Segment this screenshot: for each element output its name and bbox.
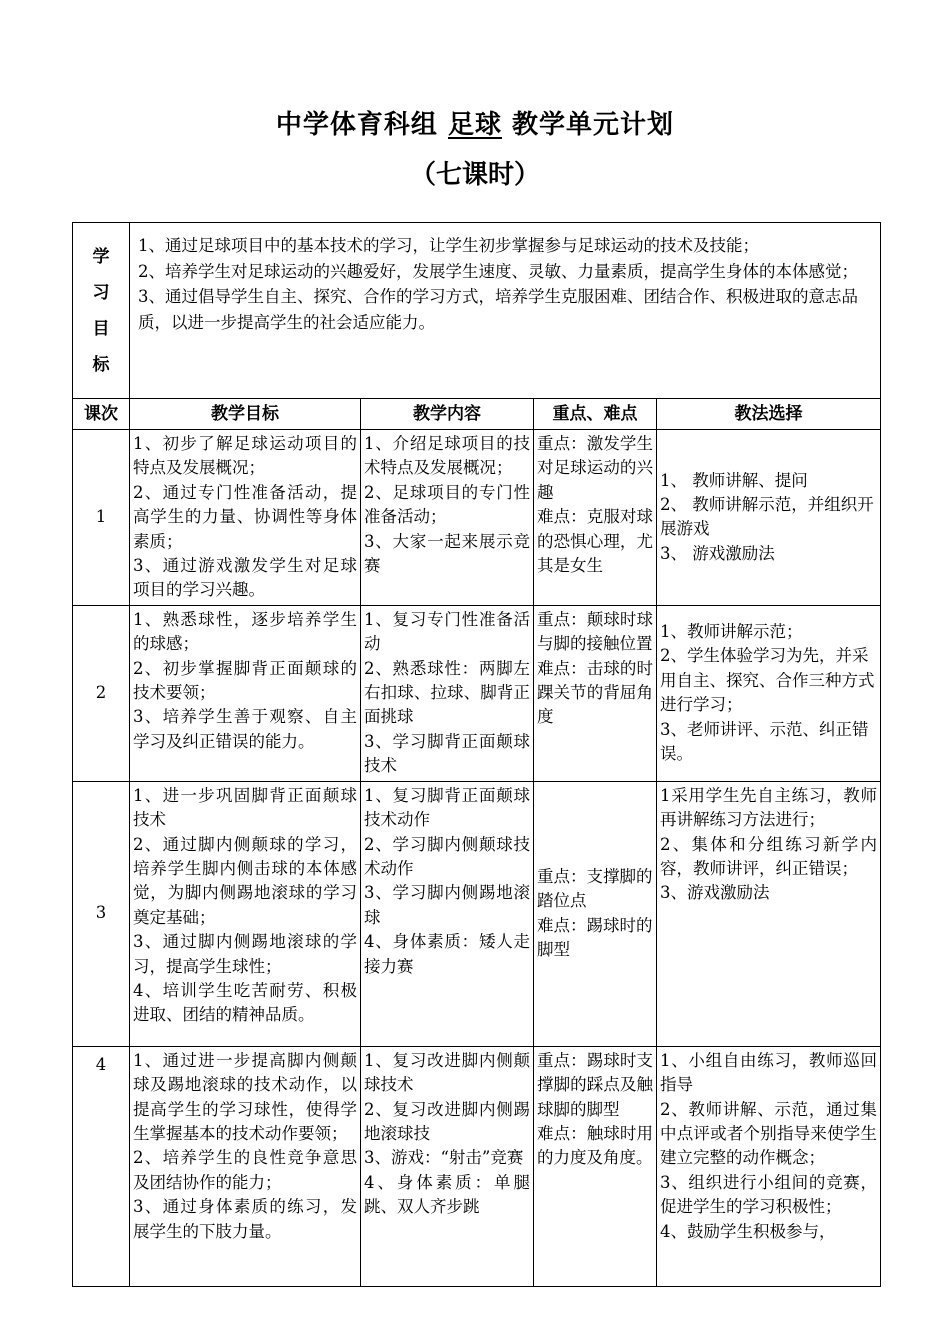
objective-item: 2、培养学生的良性竞争意思及团结协作的能力； [133, 1148, 357, 1192]
content-item: 3、学习脚背正面颠球技术 [364, 731, 530, 776]
header-methods: 教法选择 [657, 399, 881, 430]
keypoint-item: 难点：克服对球的恐惧心理，尤其是女生 [537, 507, 653, 576]
objective-item: 3、通过游戏激发学生对足球项目的学习兴趣。 [133, 556, 357, 600]
goal-item: 3、通过倡导学生自主、探究、合作的学习方式，培养学生克服困难、团结合作、积极进取的意志品质，以进一步提高学生的社会适应能力。 [138, 287, 858, 332]
content-cell [361, 605, 534, 781]
methods-cell [657, 781, 881, 1046]
title-prefix: 中学体育科组 [275, 110, 448, 140]
objective-item: 3、培养学生善于观察、自主学习及纠正错误的能力。 [133, 707, 357, 751]
keypoints-cell [534, 605, 657, 781]
goals-text [130, 223, 881, 399]
goals-label-char: 标 [92, 354, 110, 375]
objectives-cell [130, 605, 361, 781]
methods-cell [657, 605, 881, 781]
keypoint-item: 难点：击球的时踝关节的背屈角度 [537, 658, 653, 727]
document-title [0, 104, 950, 141]
keypoints-cell [534, 1046, 657, 1286]
keypoint-item: 重点：激发学生对足球运动的兴趣 [537, 434, 653, 502]
objective-item: 2、初步掌握脚背正面颠球的技术要领； [133, 658, 357, 703]
document-subtitle: （七课时） [409, 160, 540, 190]
objective-item: 1、初步了解足球运动项目的特点及发展概况； [133, 434, 357, 478]
method-item: 3、老师讲评、示范、纠正错误。 [660, 719, 869, 764]
method-item: 4、鼓励学生积极参与， [660, 1221, 836, 1241]
lesson-number: 2 [73, 605, 130, 781]
lesson-number: 4 [73, 1046, 130, 1286]
objective-item: 4、培训学生吃苦耐劳、积极进取、团结的精神品质。 [133, 980, 357, 1025]
method-item: 2、集体和分组练习新学内容，教师讲评，纠正错误； [660, 834, 877, 878]
goal-item: 2、培养学生对足球运动的兴趣爱好，发展学生速度、灵敏、力量素质，提高学生身体的本体感觉； [138, 261, 858, 281]
objective-item: 2、通过脚内侧颠球的学习，培养学生脚内侧击球的本体感觉，为脚内侧踢地滚球的学习奠定基础； [133, 834, 357, 927]
method-item: 2、 教师讲解示范，并组织开展游戏 [660, 495, 874, 539]
keypoints-cell [534, 430, 657, 606]
content-item: 1、复习专门性准备活动 [364, 609, 530, 654]
title-suffix: 教学单元计划 [502, 110, 675, 140]
lesson-number: 3 [73, 781, 130, 1046]
method-item: 1、 教师讲解、提问 [660, 470, 808, 490]
content-cell [361, 781, 534, 1046]
goals-label-char: 目 [92, 318, 110, 339]
keypoints-cell [534, 781, 657, 1046]
lesson-row [73, 781, 881, 1046]
content-item: 2、足球项目的专门性准备活动； [364, 482, 530, 527]
content-item: 2、复习改进脚内侧踢地滚球技 [364, 1099, 530, 1143]
goals-row [73, 223, 881, 399]
objective-item: 1、熟悉球性，逐步培养学生的球感； [133, 609, 357, 654]
objective-item: 1、通过进一步提高脚内侧颠球及踢地滚球的技术动作，以提高学生的学习球性，使得学生掌握基本的技术动作要领； [133, 1050, 357, 1143]
method-item: 3、 游戏激励法 [660, 543, 775, 563]
lesson-number: 1 [73, 430, 130, 606]
header-content: 教学内容 [361, 399, 534, 430]
method-item: 3、游戏激励法 [660, 883, 770, 903]
content-item: 3、游戏：“射击”竞赛 [364, 1148, 524, 1168]
methods-cell [657, 430, 881, 606]
lesson-row [73, 605, 881, 781]
objectives-cell [130, 430, 361, 606]
lesson-row [73, 430, 881, 606]
method-item: 1、小组自由练习，教师巡回指导 [660, 1050, 877, 1095]
content-item: 3、大家一起来展示竞赛 [364, 531, 530, 576]
goals-label-char: 习 [92, 282, 110, 303]
header-row [73, 399, 881, 430]
header-objectives: 教学目标 [130, 399, 361, 430]
content-item: 1、复习脚背正面颠球技术动作 [364, 785, 530, 830]
content-item: 4、身体素质：矮人走接力赛 [364, 932, 530, 976]
keypoint-item: 难点：触球时用的力度及角度。 [537, 1123, 653, 1168]
content-item: 2、学习脚内侧颠球技术动作 [364, 834, 530, 878]
objective-item: 3、通过身体素质的练习，发展学生的下肢力量。 [133, 1197, 357, 1241]
header-lesson: 课次 [73, 399, 130, 430]
content-item: 1、介绍足球项目的技术特点及发展概况； [364, 434, 530, 478]
objective-item: 3、通过脚内侧踢地滚球的学习，提高学生球性； [133, 932, 357, 976]
keypoint-item: 难点：踢球时的脚型 [537, 915, 653, 960]
keypoint-item: 重点：颠球时球与脚的接触位置 [537, 609, 653, 654]
methods-cell [657, 1046, 881, 1286]
keypoint-item: 重点：支撑脚的踏位点 [537, 866, 653, 911]
keypoint-item: 重点：踢球时支撑脚的踩点及触球脚的脚型 [537, 1050, 653, 1119]
objective-item: 1、进一步巩固脚背正面颠球技术 [133, 785, 357, 830]
goal-item: 1、通过足球项目中的基本技术的学习，让学生初步掌握参与足球运动的技术及技能； [138, 236, 759, 255]
content-item: 1、复习改进脚内侧颠球技术 [364, 1050, 530, 1095]
method-item: 1、教师讲解示范； [660, 622, 803, 642]
content-cell [361, 1046, 534, 1286]
method-item: 3、组织进行小组间的竞赛，促进学生的学习积极性； [660, 1172, 877, 1217]
method-item: 2、学生体验学习为先，并采用自主、探究、合作三种方式进行学习； [660, 646, 875, 715]
objective-item: 2、通过专门性准备活动，提高学生的力量、协调性等身体素质； [133, 482, 357, 551]
objectives-cell [130, 781, 361, 1046]
lesson-row [73, 1046, 881, 1286]
objectives-cell [130, 1046, 361, 1286]
goals-label [73, 223, 130, 399]
content-item: 3、学习脚内侧踢地滚球 [364, 883, 530, 927]
content-cell [361, 430, 534, 606]
content-item: 4、身体素质：单腿跳、双人齐步跳 [364, 1172, 530, 1217]
header-keypoints: 重点、难点 [534, 399, 657, 430]
content-item: 2、熟悉球性：两脚左右扣球、拉球、脚背正面挑球 [364, 658, 530, 727]
method-item: 1采用学生先自主练习，教师再讲解练习方法进行； [660, 785, 877, 830]
plan-table [72, 222, 881, 1287]
goals-label-char: 学 [92, 246, 110, 267]
title-subject: 足球 [447, 110, 502, 140]
method-item: 2、教师讲解、示范，通过集中点评或者个别指导来使学生建立完整的动作概念； [660, 1099, 877, 1168]
